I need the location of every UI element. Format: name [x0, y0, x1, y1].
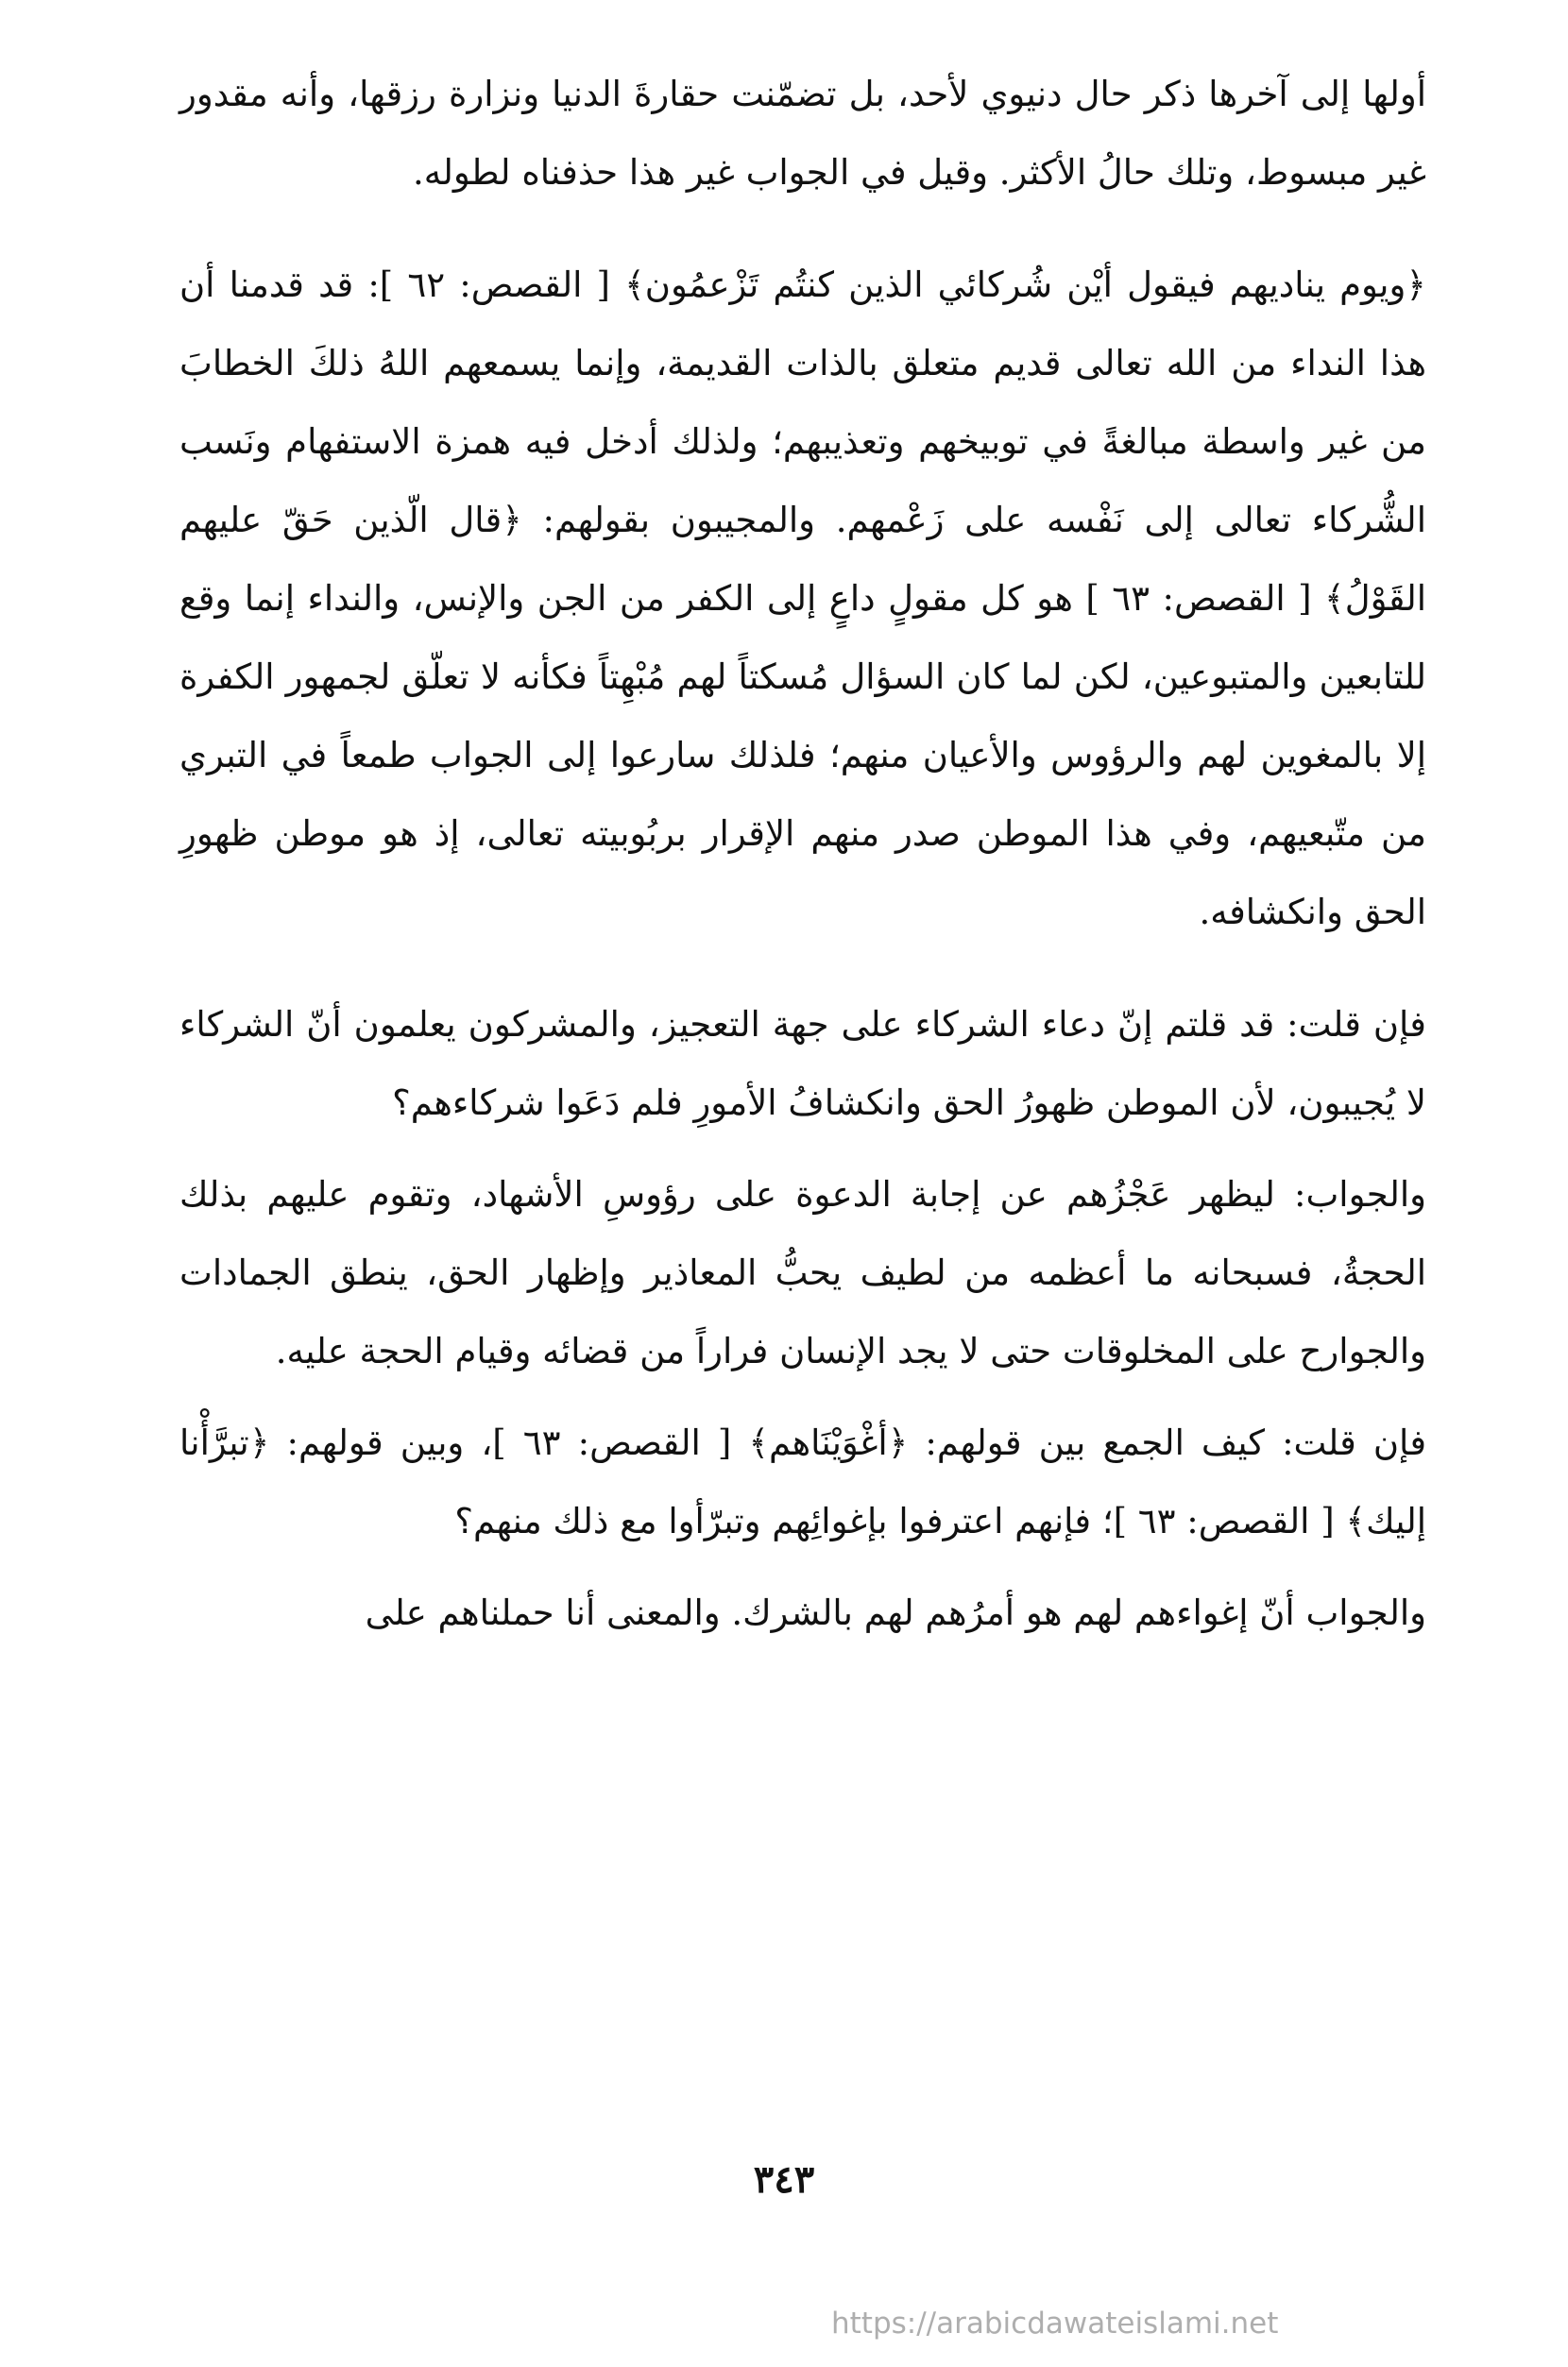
paragraph-gap — [179, 1142, 1426, 1155]
paragraph-gap — [179, 212, 1426, 246]
paragraph-2: ﴿ويوم يناديهم فيقول أيْن شُركائي الذين كنتُم تَزْعمُون﴾ [ القصص: ٦٢ ]: قد قدمنا أن هذا النداء من الله تعالى قديم متعلق بالذات القديمة، وإنما يسمعهم اللهُ ذلكَ الخطابَ من غير واسطة مبالغةً في توبيخهم وتعذيبهم؛ ولذلك أدخل فيه همزة الاستفهام ونَسب الشُّركاء تعالى إلى نَفْسه على زَعْمهم. والمجيبون بقولهم: ﴿قال الّذين حَقّ عليهم القَوْلُ﴾ [ القصص: ٦٣ ] هو كل مقولٍ داعٍ إلى الكفر من الجن والإنس، والنداء إنما وقع للتابعين والمتبوعين، لكن لما كان السؤال مُسكتاً لهم مُبْهِتاً فكأنه لا تعلّق لجمهور الكفرة إلا بالمغوين لهم والرؤوس والأعيان منهم؛ فلذلك سارعوا إلى الجواب طمعاً في التبري من متّبعيهم، وفي هذا الموطن صدر منهم الإقرار بربُوبيته تعالى، إذ هو موطن ظهورِ الحق وانكشافه. — [179, 264, 1426, 932]
paragraph-1: أولها إلى آخرها ذكر حال دنيوي لأحد، بل تضمّنت حقارةَ الدنيا ونزارة رزقها، وأنه مقدور غير مبسوط، وتلك حالُ الأكثر. وقيل في الجواب غير هذا حذفناه لطوله. — [179, 74, 1426, 193]
page-number: ٣٤٣ — [753, 2157, 815, 2202]
paragraph-gap — [179, 951, 1426, 985]
paragraph-3: فإن قلت: قد قلتم إنّ دعاء الشركاء على جهة التعجيز، والمشركون يعلمون أنّ الشركاء لا يُجيبون، لأن الموطن ظهورُ الحق وانكشافُ الأمورِ فلم دَعَوا شركاءهم؟ — [179, 1004, 1426, 1123]
body-text — [179, 55, 1426, 1652]
paragraph-5: فإن قلت: كيف الجمع بين قولهم: ﴿أغْوَيْنَاهم﴾ [ القصص: ٦٣ ]، وبين قولهم: ﴿تبرَّأْنا إليك﴾ [ القصص: ٦٣ ]؛ فإنهم اعترفوا بإغوائِهم وتبرّأوا مع ذلك منهم؟ — [179, 1422, 1427, 1541]
paragraph-gap — [179, 1560, 1426, 1574]
paragraph-4: والجواب: ليظهر عَجْزُهم عن إجابة الدعوة على رؤوسِ الأشهاد، وتقوم عليهم بذلك الحجةُ، فسبحانه ما أعظمه من لطيف يحبُّ المعاذير وإظهار الحق، ينطق الجمادات والجوارح على المخلوقات حتى لا يجد الإنسان فراراً من قضائه وقيام الحجة عليه. — [179, 1174, 1426, 1371]
paragraph-gap — [179, 1390, 1426, 1404]
watermark-url: https://arabicdawateislami.net — [831, 2307, 1279, 2341]
paragraph-6: والجواب أنّ إغواءهم لهم هو أمرُهم لهم بالشرك. والمعنى أنا حملناهم على — [365, 1592, 1426, 1633]
